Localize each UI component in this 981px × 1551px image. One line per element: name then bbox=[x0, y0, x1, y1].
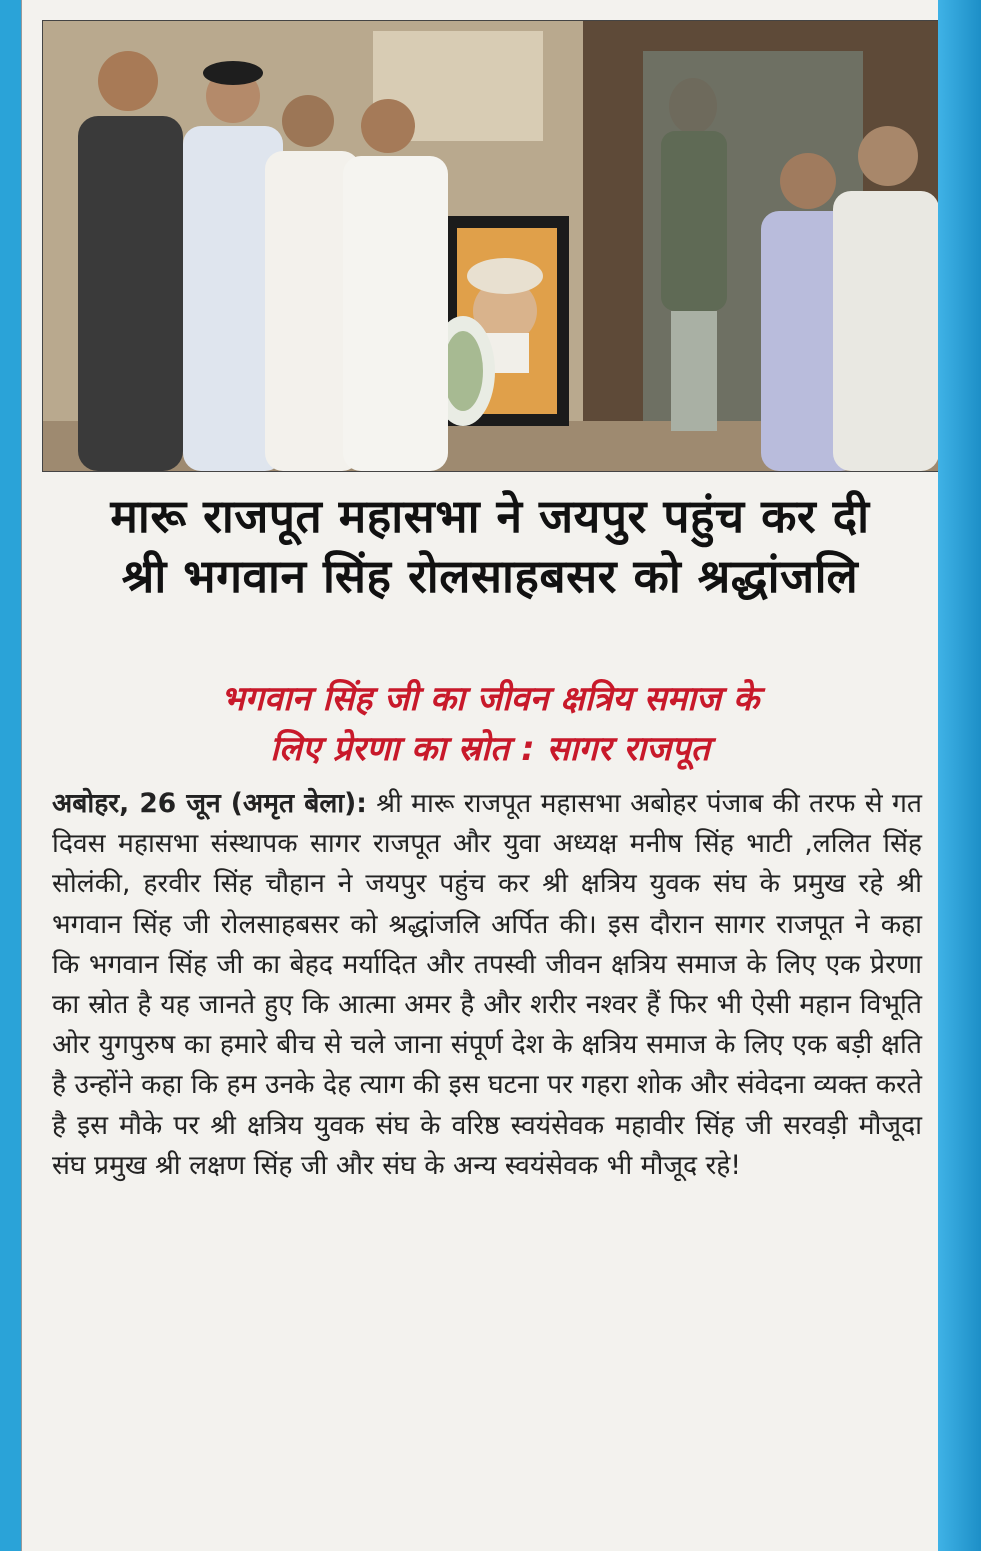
newspaper-clipping bbox=[22, 0, 938, 1551]
background-strip bbox=[938, 0, 981, 1551]
headline bbox=[42, 486, 938, 606]
headline-line-2: श्री भगवान सिंह रोलसाहबसर को श्रद्धांजलि bbox=[121, 549, 859, 603]
news-photo bbox=[42, 20, 940, 472]
subhead-line-1: भगवान सिंह जी का जीवन क्षत्रिय समाज के bbox=[220, 679, 760, 719]
headline-line-1: मारू राजपूत महासभा ने जयपुर पहुंच कर दी bbox=[110, 489, 870, 543]
article-text: श्री मारू राजपूत महासभा अबोहर पंजाब की तरफ से गत दिवस महासभा संस्थापक सागर राजपूत और युवा अध्यक्ष मनीष सिंह भाटी ,ललित सिंह सोलंकी, हरवीर सिंह चौहान ने जयपुर पहुंच कर श्री क्षत्रिय युवक संघ के प्रमुख रहे श्री भगवान सिंह जी रोलसाहबसर को श्रद्धांजलि अर्पित की। इस दौरान सागर राजपूत ने कहा कि भगवान सिंह जी का बेहद मर्यादित और तपस्वी जीवन क्षत्रिय समाज के लिए एक प्रेरणा का स्रोत है यह जानते हुए कि आत्मा अमर है और शरीर नश्वर हैं फिर भी ऐसी महान विभूति ओर युगपुरुष का हमारे बीच से चले जाना संपूर्ण देश के क्षत्रिय समाज के लिए एक बड़ी क्षति है उन्होंने कहा कि हम उनके देह त्याग की इस घटना पर गहरा शोक और संवेदना व्यक्त करते है इस मौके पर श्री क्षत्रिय युवक संघ के वरिष्ठ स्वयंसेवक महावीर सिंह जी सरवड़ी मौजूदा संघ प्रमुख श्री लक्षण सिंह जी और संघ के अन्य स्वयंसेवक भी मौजूद रहे! bbox=[52, 788, 922, 1181]
photo-icon bbox=[43, 21, 939, 471]
subhead-line-2: लिए प्रेरणा का स्रोत : सागर राजपूत bbox=[270, 729, 710, 769]
subheadline bbox=[42, 674, 938, 774]
article-body bbox=[52, 784, 922, 1186]
dateline: अबोहर, 26 जून (अमृत बेला): bbox=[52, 788, 367, 819]
